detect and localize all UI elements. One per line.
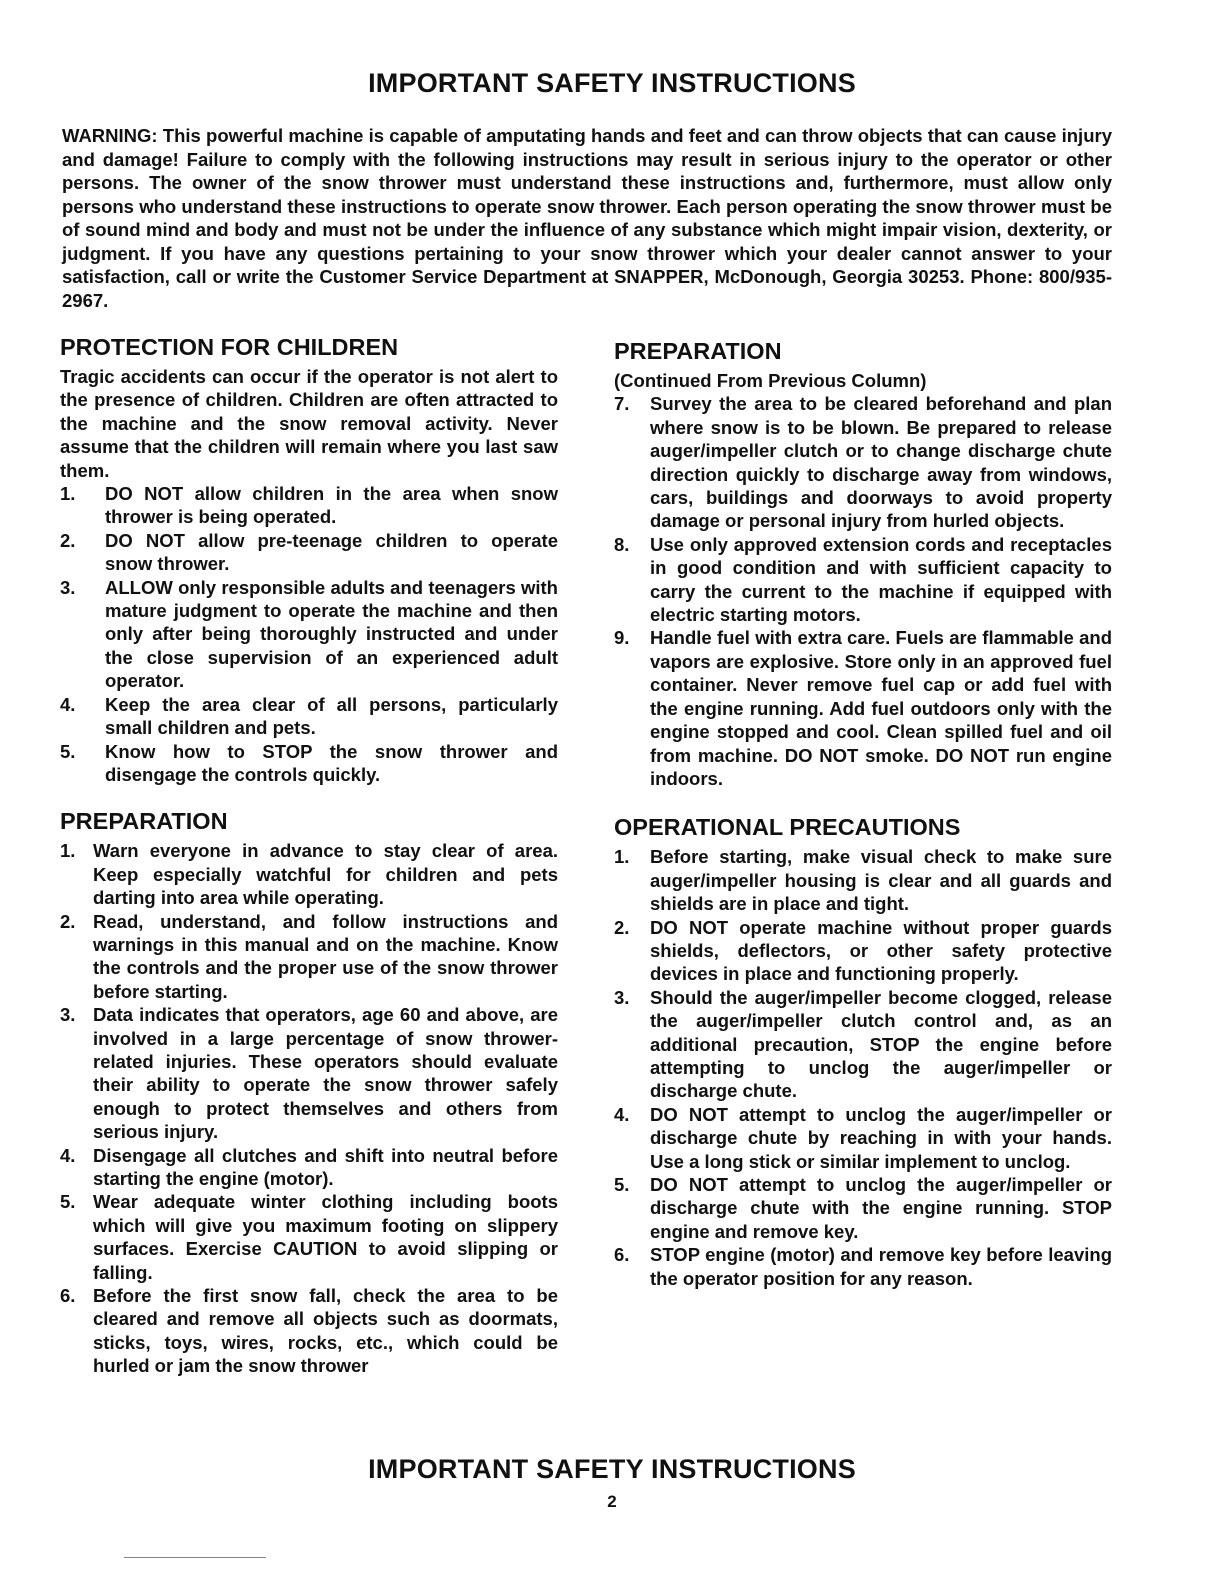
right-column (614, 338, 1112, 1290)
item-number: 5. (60, 740, 76, 762)
list-item (60, 839, 558, 909)
item-text: DO NOT attempt to unclog the auger/impeller or discharge chute by reaching in with your hands. Use a long stick or similar implement to unclog. (650, 1103, 1112, 1172)
list-item (60, 529, 558, 576)
item-text: Disengage all clutches and shift into neutral before starting the engine (motor). (93, 1144, 558, 1189)
item-text: ALLOW only responsible adults and teenagers with mature judgment to operate the machine and then only after being thoroughly instructed and under the close supervision of an experienced adult operator. (105, 576, 558, 692)
list-item (614, 986, 1112, 1103)
item-number: 9. (614, 627, 630, 649)
item-number: 2. (614, 916, 630, 938)
item-number: 3. (614, 986, 630, 1008)
list-item (60, 482, 558, 529)
item-text: Warn everyone in advance to stay clear of area. Keep especially watchful for children and pets darting into area while operating. (93, 840, 558, 909)
item-text: Before the first snow fall, check the area to be cleared and remove all objects such as doormats, sticks, toys, wires, rocks, etc., which could be hurled or jam the snow thrower (93, 1285, 558, 1377)
preparation-cont-heading: PREPARATION (614, 338, 782, 364)
item-number: 3. (60, 1004, 76, 1026)
item-number: 7. (614, 393, 630, 415)
preparation-cont-subheading: (Continued From Previous Column) (614, 370, 927, 391)
item-number: 4. (60, 693, 76, 715)
item-number: 6. (614, 1244, 630, 1266)
warning-paragraph: WARNING: This powerful machine is capable of amputating hands and feet and can throw objects that can cause injury and damage! Failure to comply with the following instructions may result in serious injury to the operator or other persons. The owner of the snow thrower must understand these instructions and, furthermore, must allow only persons who understand these instructions to operate snow thrower. Each person operating the snow thrower must be of sound mind and body and must not be under the influence of any substance which might impair vision, dexterity, or judgment. If you have any questions pertaining to your snow thrower which your dealer cannot answer to your satisfaction, call or write the Customer Service Department at SNAPPER, McDonough, Georgia 30253. Phone: 800/935-2967. (62, 125, 1112, 311)
item-number: 2. (60, 910, 76, 932)
footer-rule (124, 1557, 266, 1558)
list-item (60, 1190, 558, 1284)
operational-list (614, 845, 1112, 1290)
item-text: DO NOT allow pre-teenage children to operate snow thrower. (105, 529, 558, 575)
item-text: Data indicates that operators, age 60 and above, are involved in a large percentage of snow thrower-related injuries. These operators should evaluate their ability to operate the snow thrower safely enough to protect themselves and others from serious injury. (93, 1004, 558, 1143)
page-title: IMPORTANT SAFETY INSTRUCTIONS (368, 68, 856, 98)
list-item (60, 910, 558, 1004)
left-column (60, 334, 558, 1378)
list-item (614, 1103, 1112, 1173)
preparation-list (60, 839, 558, 1377)
item-text: Handle fuel with extra care. Fuels are flammable and vapors are explosive. Store only in an approved fuel container. Never remove fuel cap or add fuel with the engine running. Add fuel outdoors only with the engine stopped and cool. Clean spilled fuel and oil from machine. DO NOT smoke. DO NOT run engine indoors. (650, 627, 1112, 789)
protection-children-list (60, 482, 558, 786)
item-number: 3. (60, 576, 76, 598)
item-text: DO NOT operate machine without proper guards shields, deflectors, or other safety protective devices in place and functioning properly. (650, 916, 1112, 985)
item-text: Use only approved extension cords and receptacles in good condition and with sufficient capacity to carry the current to the machine if equipped with electric starting motors. (650, 533, 1112, 626)
protection-children-heading: PROTECTION FOR CHILDREN (60, 334, 399, 360)
item-text: Before starting, make visual check to make sure auger/impeller housing is clear and all guards and shields are in place and tight. (650, 846, 1112, 915)
item-text: Know how to STOP the snow thrower and disengage the controls quickly. (105, 740, 558, 785)
list-item (60, 1003, 558, 1143)
page-number: 2 (607, 1492, 617, 1511)
list-item (614, 533, 1112, 627)
item-number: 2. (60, 529, 76, 551)
item-text: Should the auger/impeller become clogged, release the auger/impeller clutch control and, as an additional precaution, STOP the engine before attempting to unclog the auger/impeller or discharge chute. (650, 986, 1112, 1102)
item-text: DO NOT allow children in the area when snow thrower is being operated. (105, 483, 558, 528)
item-number: 1. (60, 840, 76, 862)
item-number: 4. (614, 1103, 630, 1125)
list-item (60, 740, 558, 787)
list-item (614, 1243, 1112, 1290)
list-item (60, 693, 558, 740)
list-item (614, 626, 1112, 790)
item-number: 1. (614, 846, 630, 868)
item-number: 5. (60, 1191, 76, 1213)
item-number: 1. (60, 483, 76, 505)
list-item (60, 1284, 558, 1378)
preparation-cont-list (614, 392, 1112, 790)
preparation-heading: PREPARATION (60, 808, 228, 835)
list-item (614, 392, 1112, 532)
item-text: STOP engine (motor) and remove key before leaving the operator position for any reason. (650, 1244, 1112, 1289)
item-number: 5. (614, 1174, 630, 1195)
protection-children-intro: Tragic accidents can occur if the operator is not alert to the presence of children. Children are often attracted to the machine and the snow removal activity. Never assume that the children will remain where you last saw them. (60, 366, 558, 481)
item-text: Keep the area clear of all persons, particularly small children and pets. (105, 693, 558, 739)
item-text: Survey the area to be cleared beforehand and plan where snow is to be blown. Be prepared to release auger/impeller clutch or to change discharge chute direction quickly to discharge away from windows, cars, buildings and doorways to avoid property damage or personal injury from hurled objects. (650, 393, 1112, 532)
list-item (60, 576, 558, 693)
item-number: 8. (614, 533, 630, 555)
item-number: 6. (60, 1285, 76, 1307)
list-item (60, 1144, 558, 1191)
list-item (614, 1173, 1112, 1243)
footer-title: IMPORTANT SAFETY INSTRUCTIONS (368, 1454, 856, 1484)
item-text: Read, understand, and follow instructions and warnings in this manual and on the machine. Know the controls and the proper use of the snow thrower before starting. (93, 910, 558, 1002)
item-number: 4. (60, 1144, 76, 1166)
list-item (614, 916, 1112, 986)
operational-heading: OPERATIONAL PRECAUTIONS (614, 814, 961, 841)
item-text: Wear adequate winter clothing including boots which will give you maximum footing on slippery surfaces. Exercise CAUTION to avoid slipping or falling. (93, 1191, 558, 1283)
list-item (614, 845, 1112, 915)
item-text: DO NOT attempt to unclog the auger/impeller or discharge chute with the engine running. STOP engine and remove key. (650, 1174, 1112, 1242)
